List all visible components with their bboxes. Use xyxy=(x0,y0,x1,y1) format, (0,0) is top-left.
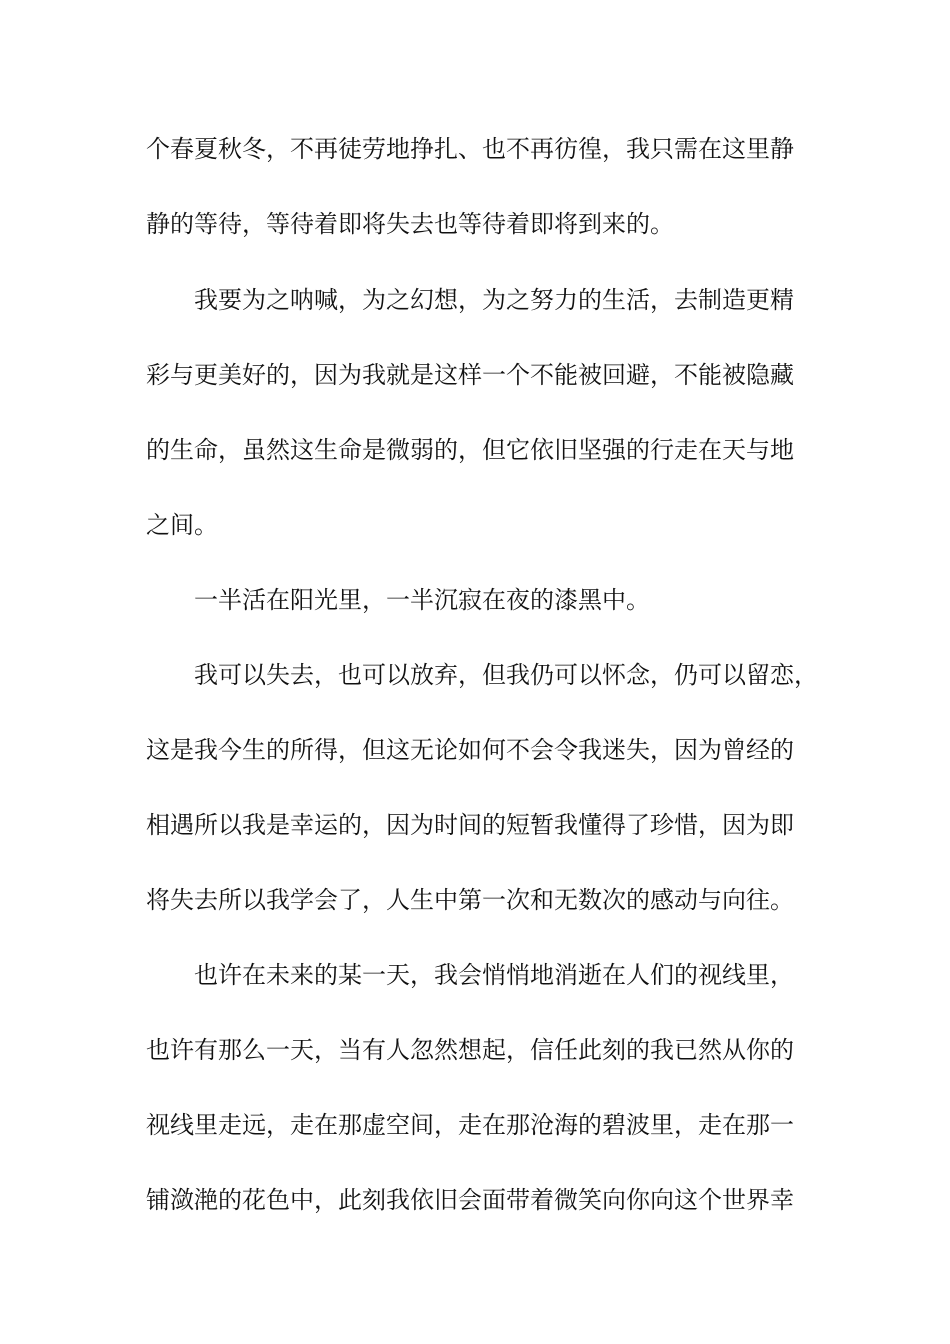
text-line: 个春夏秋冬，不再徒劳地挣扎、也不再彷徨，我只需在这里静 xyxy=(146,135,794,163)
text-line: 静的等待，等待着即将失去也等待着即将到来的。 xyxy=(146,210,674,238)
text-line: 的生命，虽然这生命是微弱的，但它依旧坚强的行走在天与地 xyxy=(146,436,794,464)
text-line: 也许有那么一天，当有人忽然想起，信任此刻的我已然从你的 xyxy=(146,1036,794,1064)
text-line: 将失去所以我学会了，人生中第一次和无数次的感动与向往。 xyxy=(146,886,794,914)
text-line: 彩与更美好的，因为我就是这样一个不能被回避，不能被隐藏 xyxy=(146,361,794,389)
text-line: 之间。 xyxy=(146,511,218,539)
text-line: 视线里走远，走在那虚空间，走在那沧海的碧波里，走在那一 xyxy=(146,1111,794,1139)
text-line: 这是我今生的所得，但这无论如何不会令我迷失，因为曾经的 xyxy=(146,736,794,764)
text-line: 铺潋滟的花色中，此刻我依旧会面带着微笑向你向这个世界幸 xyxy=(146,1186,794,1214)
text-line: 相遇所以我是幸运的，因为时间的短暂我懂得了珍惜，因为即 xyxy=(146,811,794,839)
paragraph-start-line: 我要为之呐喊，为之幻想，为之努力的生活，去制造更精 xyxy=(194,286,794,314)
paragraph-start-line: 一半活在阳光里，一半沉寂在夜的漆黑中。 xyxy=(194,586,650,614)
paragraph-start-line: 也许在未来的某一天，我会悄悄地消逝在人们的视线里， xyxy=(194,961,794,989)
paragraph-start-line: 我可以失去，也可以放弃，但我仍可以怀念，仍可以留恋， xyxy=(194,661,818,689)
